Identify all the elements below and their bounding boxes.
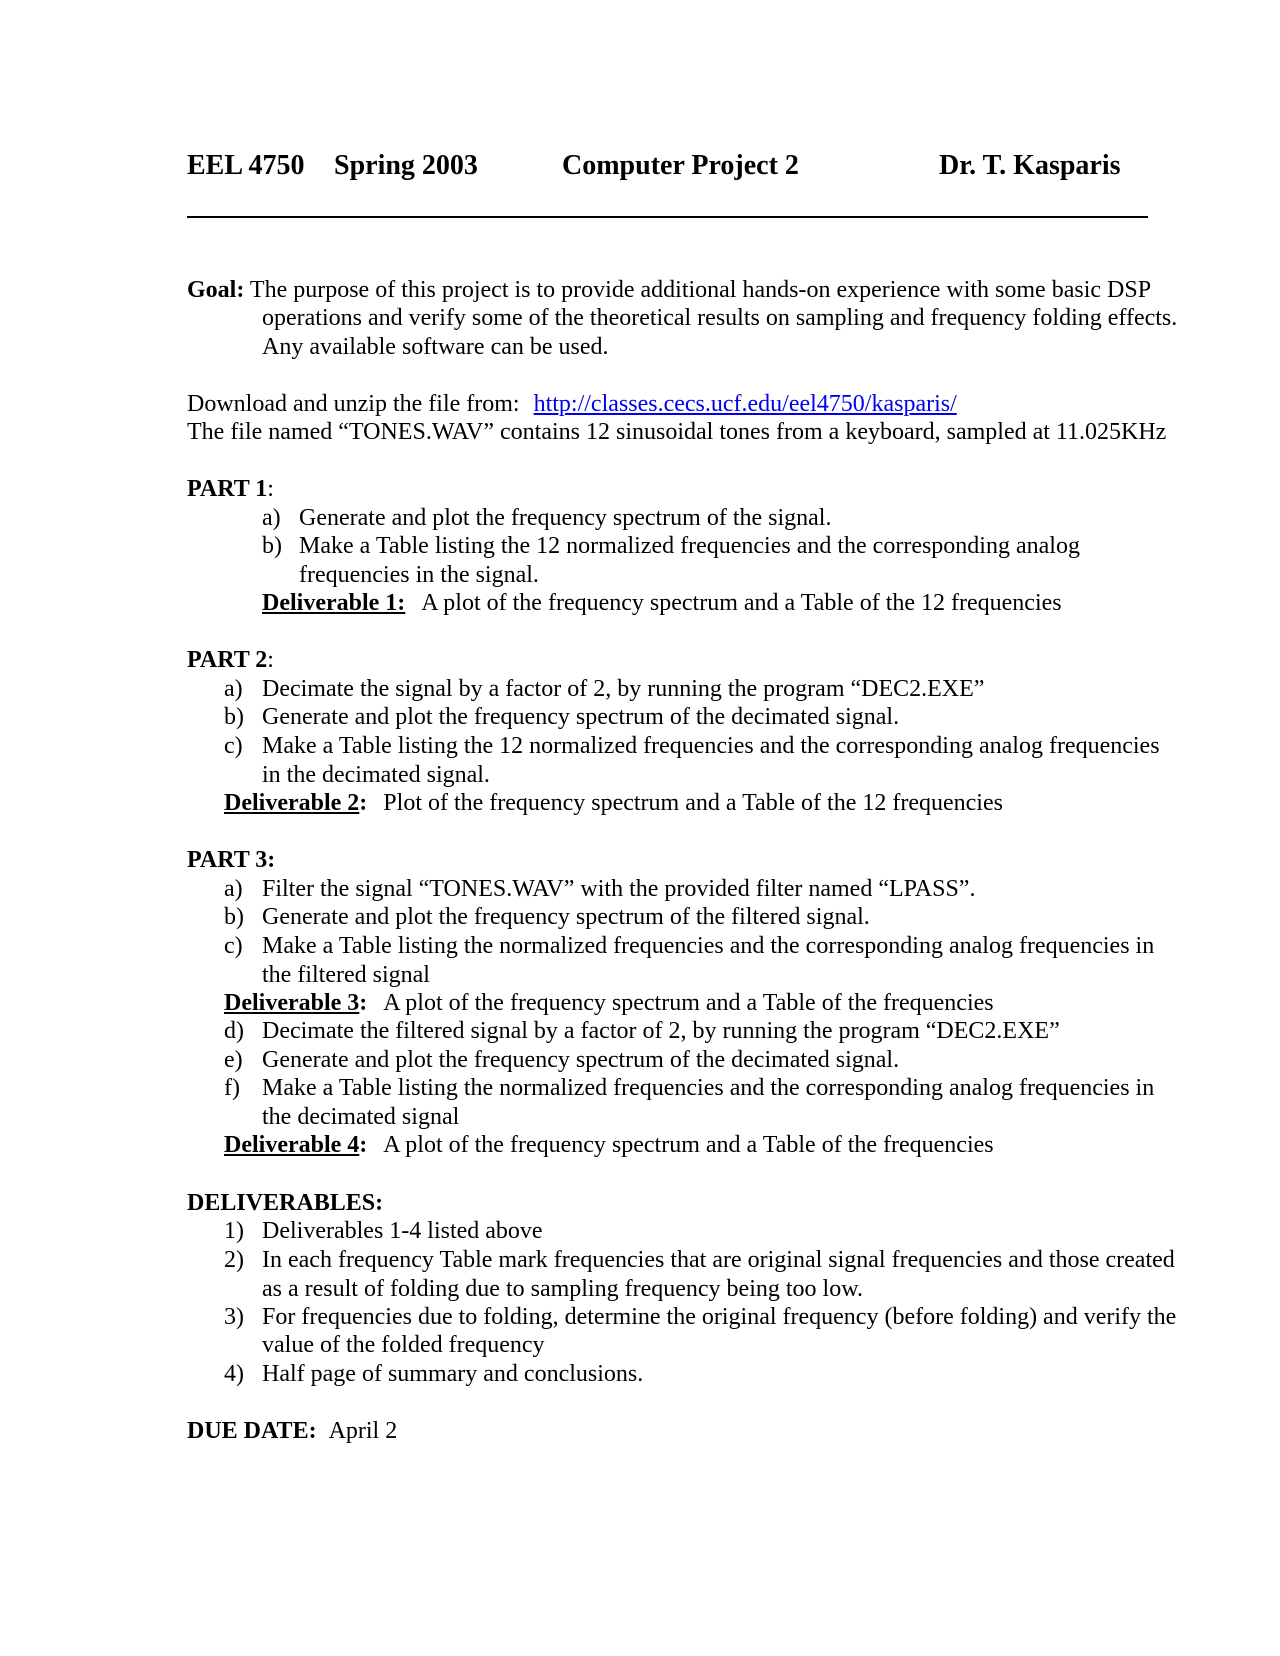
- part1-colon: :: [267, 476, 274, 502]
- part3-item-f-text: Make a Table listing the normalized frequencies and the corresponding analog frequencies in: [262, 1075, 1155, 1101]
- course-code: EEL 4750: [187, 150, 305, 181]
- part2-item-b-label: b): [224, 704, 244, 730]
- deliverable-1-label: Deliverable 1:: [262, 590, 406, 616]
- download-text: Download and unzip the file from:: [187, 391, 520, 417]
- part3-item-c-cont: the filtered signal: [262, 962, 430, 988]
- part3-item-a-text: Filter the signal “TONES.WAV” with the provided filter named “LPASS”.: [262, 876, 976, 902]
- part2-item-a-label: a): [224, 676, 243, 702]
- part2-heading: [187, 646, 274, 674]
- part3-item-e-label: e): [224, 1047, 243, 1073]
- part1-item-a-text: Generate and plot the frequency spectrum of the signal.: [299, 505, 832, 531]
- part3-item-f-label: f): [224, 1075, 240, 1101]
- part3-title: PART 3:: [187, 847, 276, 873]
- download-line: [187, 390, 957, 418]
- deliverables-item-2-text: In each frequency Table mark frequencies that are original signal frequencies and those created: [262, 1247, 1175, 1273]
- deliverables-item-1-label: 1): [224, 1218, 244, 1244]
- deliverable-1: [262, 589, 1062, 617]
- deliverable-4-text: A plot of the frequency spectrum and a Table of the frequencies: [383, 1132, 994, 1158]
- part1-item-b-cont: frequencies in the signal.: [299, 562, 539, 588]
- part3-item-f-cont: the decimated signal: [262, 1104, 460, 1130]
- deliverable-4-colon: :: [359, 1132, 368, 1158]
- part1-item-b-text: Make a Table listing the 12 normalized frequencies and the corresponding analog: [299, 533, 1080, 559]
- header-divider: [187, 216, 1148, 218]
- file-description: The file named “TONES.WAV” contains 12 sinusoidal tones from a keyboard, sampled at 11.025KHz: [187, 419, 1167, 445]
- deliverables-item-3-text: For frequencies due to folding, determine the original frequency (before folding) and verify the: [262, 1304, 1177, 1330]
- part3-item-c-text: Make a Table listing the normalized frequencies and the corresponding analog frequencies in: [262, 933, 1155, 959]
- part1-title: PART 1: [187, 476, 268, 502]
- deliverable-3: [224, 989, 994, 1017]
- deliverable-2: [224, 789, 1003, 817]
- goal-line-2: operations and verify some of the theoretical results on sampling and frequency folding effects.: [262, 305, 1178, 331]
- part2-item-a-text: Decimate the signal by a factor of 2, by running the program “DEC2.EXE”: [262, 676, 985, 702]
- part2-item-c-label: c): [224, 733, 243, 759]
- goal-label: Goal:: [187, 277, 245, 303]
- due-date-value: April 2: [328, 1418, 398, 1444]
- part3-item-e-text: Generate and plot the frequency spectrum of the decimated signal.: [262, 1047, 900, 1073]
- deliverable-3-text: A plot of the frequency spectrum and a Table of the frequencies: [383, 990, 994, 1016]
- deliverable-2-text: Plot of the frequency spectrum and a Table of the 12 frequencies: [383, 790, 1003, 816]
- goal-text-1: The purpose of this project is to provide additional hands-on experience with some basic DSP: [249, 277, 1152, 303]
- part2-item-c-text: Make a Table listing the 12 normalized frequencies and the corresponding analog frequencies: [262, 733, 1160, 759]
- course-term: Spring 2003: [334, 150, 478, 181]
- part2-title: PART 2: [187, 647, 268, 673]
- deliverables-item-1-text: Deliverables 1-4 listed above: [262, 1218, 543, 1244]
- deliverables-item-3-label: 3): [224, 1304, 244, 1330]
- deliverables-item-2-cont: as a result of folding due to sampling frequency being too low.: [262, 1276, 863, 1302]
- goal-line-3: Any available software can be used.: [262, 334, 609, 360]
- part1-item-b-label: b): [262, 533, 282, 559]
- part3-item-c-label: c): [224, 933, 243, 959]
- part3-item-b-text: Generate and plot the frequency spectrum of the filtered signal.: [262, 904, 870, 930]
- download-link[interactable]: http://classes.cecs.ucf.edu/eel4750/kasparis/: [533, 391, 957, 417]
- project-title: Computer Project 2: [562, 150, 799, 181]
- part3-item-b-label: b): [224, 904, 244, 930]
- deliverables-item-3-cont: value of the folded frequency: [262, 1332, 545, 1358]
- part3-item-a-label: a): [224, 876, 243, 902]
- deliverable-1-text: A plot of the frequency spectrum and a Table of the 12 frequencies: [421, 590, 1062, 616]
- part3-item-d-label: d): [224, 1018, 244, 1044]
- deliverable-2-label: Deliverable 2: [224, 790, 360, 816]
- deliverables-item-2-label: 2): [224, 1247, 244, 1273]
- deliverables-title: DELIVERABLES:: [187, 1190, 384, 1216]
- due-date-label: DUE DATE:: [187, 1418, 317, 1444]
- deliverables-item-4-text: Half page of summary and conclusions.: [262, 1361, 644, 1387]
- part2-item-c-cont: in the decimated signal.: [262, 762, 490, 788]
- deliverable-2-colon: :: [359, 790, 368, 816]
- instructor-name: Dr. T. Kasparis: [939, 150, 1121, 181]
- goal-line-1: [187, 276, 1151, 304]
- part1-heading: [187, 475, 274, 503]
- part3-item-d-text: Decimate the filtered signal by a factor of 2, by running the program “DEC2.EXE”: [262, 1018, 1060, 1044]
- part2-colon: :: [267, 647, 274, 673]
- deliverable-4-label: Deliverable 4: [224, 1132, 360, 1158]
- deliverable-3-label: Deliverable 3: [224, 990, 360, 1016]
- deliverables-item-4-label: 4): [224, 1361, 244, 1387]
- part1-item-a-label: a): [262, 505, 281, 531]
- due-date: [187, 1417, 397, 1445]
- part2-item-b-text: Generate and plot the frequency spectrum of the decimated signal.: [262, 704, 900, 730]
- deliverable-4: [224, 1131, 994, 1159]
- deliverable-3-colon: :: [359, 990, 368, 1016]
